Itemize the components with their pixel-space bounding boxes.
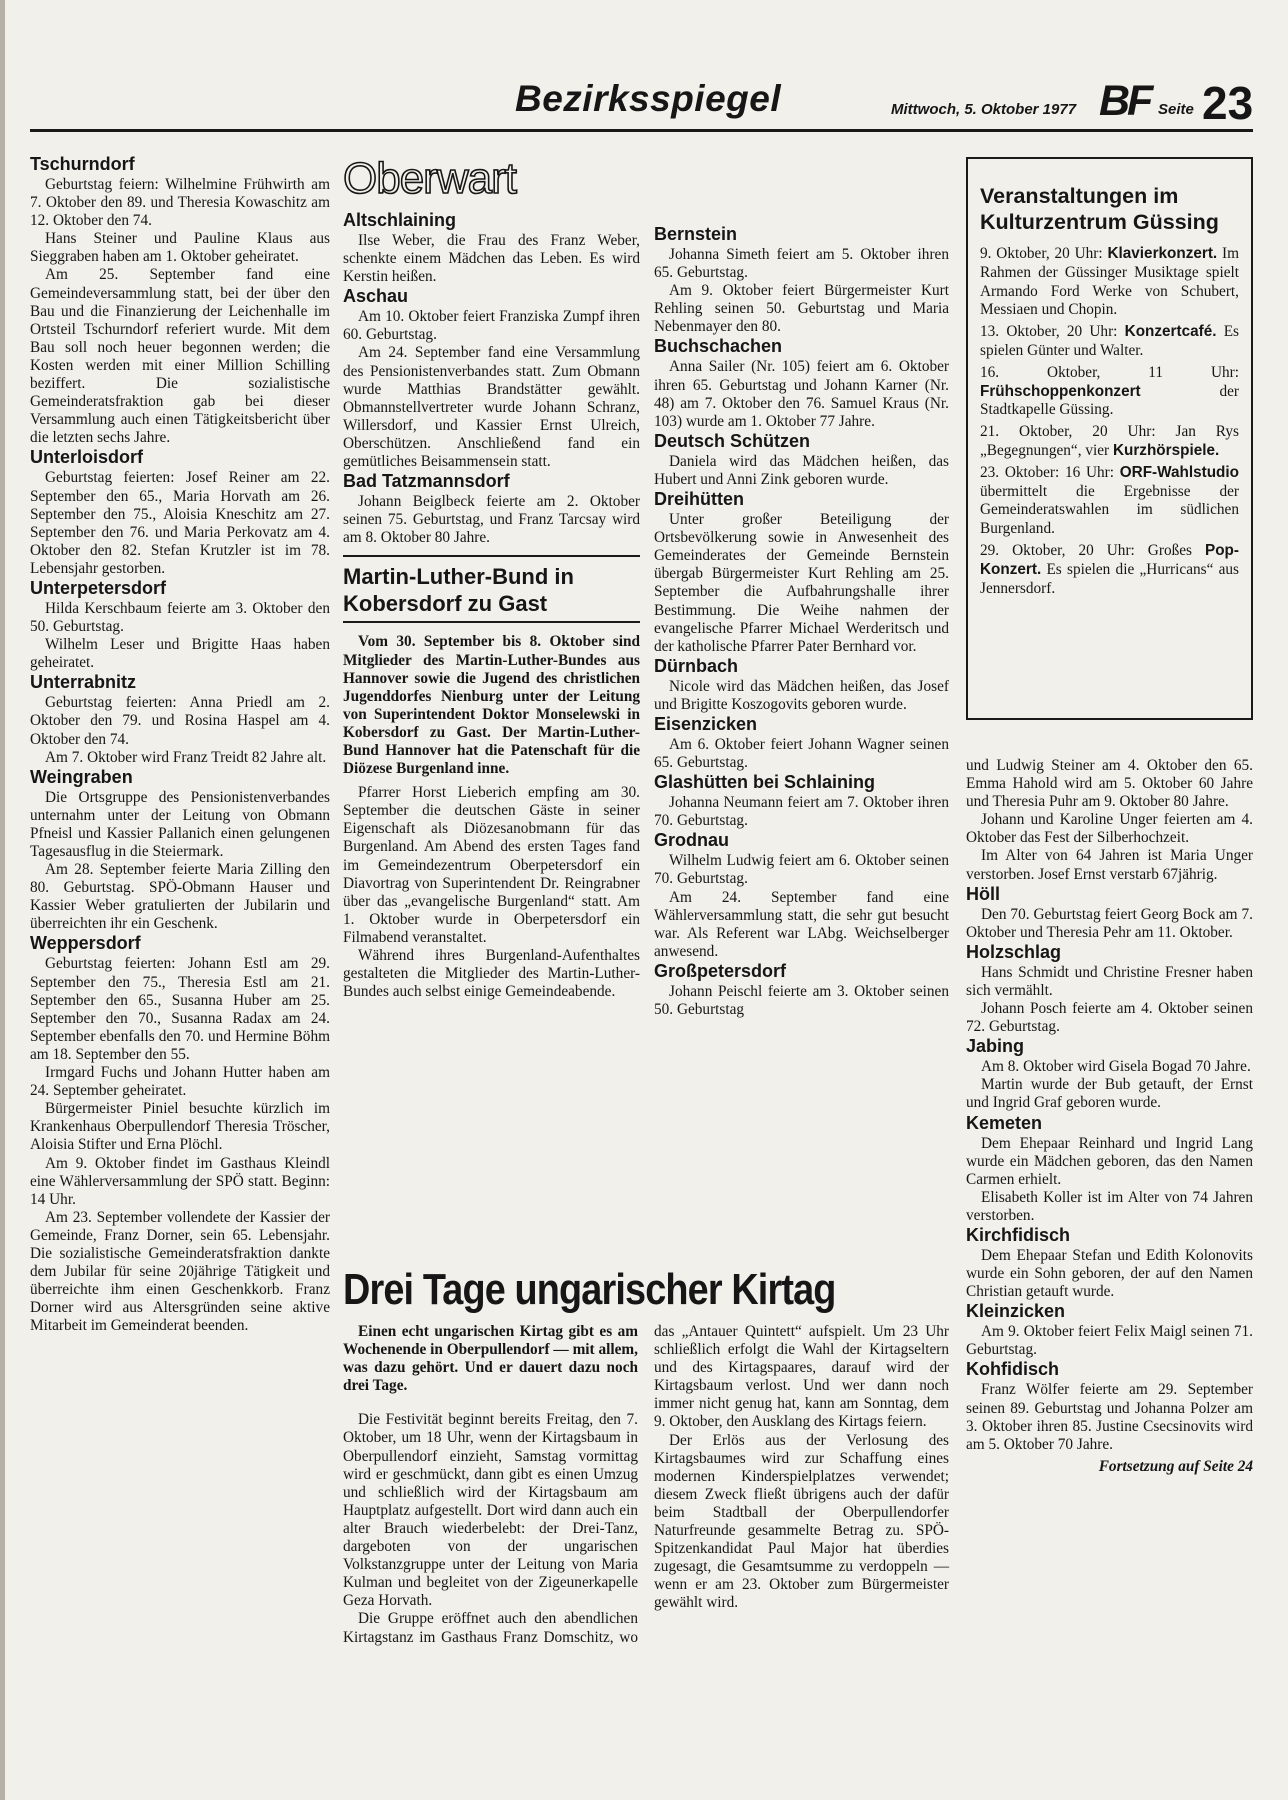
article-paragraph: Johann Posch feierte am 4. Oktober seinen 72. Geburtstag. bbox=[966, 1000, 1253, 1036]
article-paragraph: Johann Peischl feierte am 3. Oktober seinen 50. Geburtstag bbox=[654, 982, 949, 1018]
event-what: Frühschoppenkonzert bbox=[980, 382, 1141, 400]
article-lead: Einen echt ungarischen Kirtag gibt es am Wochenende in Oberpullendorf — mit allem, was dazu gehört. Und er dauert dazu noch drei Tage. bbox=[343, 1323, 638, 1395]
article-paragraph: Den 70. Geburtstag feiert Georg Bock am 7. Oktober und Theresia Pehr am 11. Oktober. bbox=[966, 905, 1253, 941]
article-heading: Großpetersdorf bbox=[654, 960, 787, 981]
article-kleinzicken bbox=[966, 1301, 1253, 1359]
article-paragraph: Bürgermeister Piniel besuchte kürzlich im Krankenhaus Oberpullendorf Theresia Tröscher, Aloisia Stifter und Erna Plöchl. bbox=[30, 1100, 330, 1154]
article-heading: Bad Tatzmannsdorf bbox=[343, 471, 510, 492]
article-headline: Drei Tage ungarischer Kirtag bbox=[343, 1265, 836, 1314]
event-item bbox=[980, 323, 1239, 361]
article-holzschlag bbox=[966, 942, 1253, 1036]
article-paragraph: Am 9. Oktober feiert Felix Maigl seinen 71. Geburtstag. bbox=[966, 1323, 1253, 1359]
article-paragraph: Ilse Weber, die Frau des Franz Weber, schenkte einem Mädchen das Leben. Es wird Kerstin heißen. bbox=[343, 232, 640, 286]
article-heading: Buchschachen bbox=[654, 336, 783, 357]
article-paragraph: Geburtstag feierten: Anna Priedl am 2. Oktober den 79. und Rosina Haspel am 4. Oktober den 74. bbox=[30, 694, 330, 748]
article-heading: Unterrabnitz bbox=[30, 672, 137, 693]
article-headline: Martin-Luther-Bund in Kobersdorf zu Gast bbox=[343, 555, 640, 623]
article-kirchfidisch bbox=[966, 1225, 1253, 1301]
article-paragraph: Franz Wölfer feierte am 29. September seinen 89. Geburtstag und Johanna Polzer am 3. Oktober ihren 85. Justine Csecsinovits wird am 5. Oktober 70 Jahre. bbox=[966, 1381, 1253, 1453]
article-grosspetersdorf bbox=[654, 961, 949, 1019]
article-paragraph: Der Erlös aus der Verlosung des Kirtagsbaumes wird zur Schaffung eines modernen Kinderspielplatzes verwendet; diesem Zweck fließt übrigens auch der dafür beim Stadtball der Oberpullendorfer Naturfreunde gesammelte Betrag zu. SPÖ-Spitzenkandidat Paul Major hat überdies zugesagt, die Gesamtsumme zu verdoppeln — wenn er am 23. Oktober zum Bürgermeister gewählt wird. bbox=[654, 1431, 949, 1612]
event-text: übermittelt die Ergebnisse der Gemeinderatswahlen im südlichen Burgenland. bbox=[980, 482, 1239, 538]
event-what: ORF-Wahlstudio bbox=[1119, 463, 1239, 481]
article-aschau bbox=[343, 286, 640, 471]
article-paragraph: Am 9. Oktober findet im Gasthaus Kleindl eine Wählerversammlung der SPÖ statt. Beginn: 14 Uhr. bbox=[30, 1154, 330, 1208]
article-paragraph: Am 28. September feierte Maria Zilling den 80. Geburtstag. SPÖ-Obmann Hauser und Kassier Weber gratulierten der Jubilarin und überreichten ihr ein Geschenk. bbox=[30, 861, 330, 933]
article-paragraph: Martin wurde der Bub getauft, der Ernst und Ingrid Graf geboren wurde. bbox=[966, 1076, 1253, 1112]
article-martin-luther-bund bbox=[343, 555, 640, 1001]
article-buchschachen bbox=[654, 336, 949, 430]
article-heading: Unterloisdorf bbox=[30, 447, 144, 468]
event-when: 9. Oktober, 20 Uhr: bbox=[980, 245, 1103, 262]
article-paragraph: Die Ortsgruppe des Pensionistenverbandes unternahm unter der Leitung von Obmann Pfneisl und Kassier Pallanich einen gelungenen Tagesausflug in die Steiermark. bbox=[30, 788, 330, 860]
article-paragraph: Dem Ehepaar Stefan und Edith Kolonovits wurde ein Sohn geboren, der auf den Namen Christian getauft wurde. bbox=[966, 1246, 1253, 1301]
article-paragraph: und Ludwig Steiner am 4. Oktober den 65. Emma Hahold wird am 5. Oktober 60 Jahre und Theresia Puhr am 9. Oktober 80 Jahre. bbox=[966, 757, 1253, 811]
article-paragraph: Am 7. Oktober wird Franz Treidt 82 Jahre alt. bbox=[45, 748, 327, 766]
event-what: Pop-Konzert. bbox=[980, 541, 1239, 578]
article-heading: Dreihütten bbox=[654, 489, 744, 510]
event-item bbox=[980, 542, 1239, 598]
article-paragraph: Johanna Simeth feiert am 5. Oktober ihren 65. Geburtstag. bbox=[654, 246, 949, 282]
article-heading: Kohfidisch bbox=[966, 1359, 1059, 1380]
article-heading: Tschurndorf bbox=[30, 154, 135, 174]
newspaper-logo: BF bbox=[1099, 77, 1151, 125]
column-1 bbox=[30, 154, 330, 1335]
article-heading: Dürnbach bbox=[654, 655, 739, 676]
article-paragraph: Am 9. Oktober feiert Bürgermeister Kurt Rehling seinen 50. Geburtstag und Maria Nebenmayer den 80. bbox=[654, 282, 949, 336]
event-when: 23. Oktober: 16 Uhr: bbox=[980, 463, 1115, 481]
article-paragraph: Am 23. September vollendete der Kassier der Gemeinde, Franz Dorner, sein 65. Lebensjahr. Die sozialistische Gemeinderatsfraktion dankte dem Jubilar für seine 20jährige Tätigkeit und überreichte ihm einen Geschenkkorb. Franz Dorner wird aus Altersgründen seine aktive Mitarbeit im Gemeinderat beenden. bbox=[30, 1208, 330, 1335]
event-item bbox=[980, 464, 1239, 539]
article-paragraph: Johanna Neumann feiert am 7. Oktober ihren 70. Geburtstag. bbox=[654, 794, 949, 830]
article-weppersdorf bbox=[30, 933, 330, 1335]
article-paragraph: Im Alter von 64 Jahren ist Maria Unger verstorben. Josef Ernst verstarb 67jährig. bbox=[966, 847, 1253, 883]
events-box bbox=[966, 157, 1253, 720]
article-kemeten bbox=[966, 1113, 1253, 1225]
article-paragraph: Irmgard Fuchs und Johann Hutter haben am 24. September geheiratet. bbox=[30, 1064, 330, 1100]
page-number: 23 bbox=[1202, 77, 1254, 129]
event-when: 16. Oktober, 11 Uhr: bbox=[980, 363, 1239, 381]
article-paragraph: Am 6. Oktober feiert Johann Wagner seinen 65. Geburtstag. bbox=[654, 735, 949, 772]
article-duernbach bbox=[654, 656, 949, 714]
event-text: Es spielen die „Hurricans“ aus Jennersdorf. bbox=[980, 560, 1239, 597]
region-title-oberwart: Oberwart bbox=[343, 154, 516, 203]
article-body bbox=[343, 1323, 949, 1647]
event-item bbox=[980, 364, 1239, 420]
event-what: Klavierkonzert. bbox=[1107, 245, 1218, 262]
article-paragraph: Dem Ehepaar Reinhard und Ingrid Lang wurde ein Mädchen geboren, das den Namen Carmen erhielt. bbox=[966, 1134, 1253, 1188]
event-item bbox=[980, 423, 1239, 461]
article-glashuetten bbox=[654, 772, 949, 830]
page-edge-shadow bbox=[0, 0, 5, 1800]
article-heading: Kemeten bbox=[966, 1112, 1043, 1133]
article-paragraph: Am 24. September fand eine Versammlung des Pensionistenverbandes statt. Zum Obmann wurde Matthias Brandstätter gewählt. Obmannstellvertreter wurde Johann Schranz, Willersdorf, und Kassier Ernst Ulreich, Oberschützen. Anschließend fand ein gemütliches Beisammensein statt. bbox=[343, 344, 640, 471]
article-paragraph: Am 10. Oktober feiert Franziska Zumpf ihren 60. Geburtstag. bbox=[343, 308, 640, 344]
article-paragraph: Am 24. September fand eine Wählerversammlung statt, die sehr gut besucht war. Als Referent war LAbg. Weichselberger anwesend. bbox=[654, 888, 949, 960]
article-paragraph: Die Gruppe eröffnet auch den abendlichen Kirtagstanz im Gasthaus Franz Domschitz, wo das „Antauer Quintett“ aufspielt. Um 23 Uhr schließlich erfolgt die Wahl der Kirtagseltern und des Kirtagspaares, darauf wird der Kirtagsbaum verlost. Und wer dann noch immer nicht genug hat, kann am Sonntag, dem 9. Oktober, den Ausklang des Kirtags feiern. bbox=[343, 1323, 949, 1646]
article-altschlaining bbox=[343, 210, 640, 286]
article-continuation bbox=[966, 757, 1253, 884]
article-heading: Glashütten bei Schlaining bbox=[654, 772, 876, 793]
article-jabing bbox=[966, 1036, 1253, 1112]
article-paragraph: Anna Sailer (Nr. 105) feiert am 6. Oktober ihren 65. Geburtstag und Johann Karner (Nr. 48) am 7. Oktober den 76. Samuel Kraus (Nr. 103) wurde am 1. Oktober 77 Jahre. bbox=[654, 358, 949, 430]
article-paragraph: Wilhelm Ludwig feiert am 6. Oktober seinen 70. Geburtstag. bbox=[654, 852, 949, 888]
column-4 bbox=[966, 757, 1253, 1476]
article-heading: Weingraben bbox=[30, 766, 133, 787]
event-text: der Stadtkapelle Güssing. bbox=[980, 382, 1239, 419]
article-bernstein bbox=[654, 224, 949, 336]
article-paragraph: Nicole wird das Mädchen heißen, das Josef und Brigitte Koszogovits geboren wurde. bbox=[654, 677, 949, 713]
event-text: Im Rahmen der Güssinger Musiktage spielt Armando Ford Werke von Schubert, Messiaen und Chopin. bbox=[980, 245, 1240, 319]
article-heading: Unterpetersdorf bbox=[30, 577, 167, 598]
column-3 bbox=[654, 224, 949, 1019]
article-paragraph: Am 8. Oktober wird Gisela Bogad 70 Jahre. bbox=[981, 1058, 1251, 1076]
article-dreihuetten bbox=[654, 489, 949, 656]
article-paragraph: Wilhelm Leser und Brigitte Haas haben geheiratet. bbox=[30, 636, 330, 672]
article-bad-tatzmannsdorf bbox=[343, 471, 640, 547]
article-unterpetersdorf bbox=[30, 578, 330, 672]
issue-date: Mittwoch, 5. Oktober 1977 bbox=[891, 101, 1077, 118]
article-heading: Deutsch Schützen bbox=[654, 430, 811, 451]
event-text: Es spielen Günter und Walter. bbox=[980, 323, 1239, 359]
article-paragraph: Elisabeth Koller ist im Alter von 74 Jahren verstorben. bbox=[966, 1188, 1253, 1224]
article-heading: Aschau bbox=[343, 286, 409, 307]
article-heading: Höll bbox=[966, 883, 1000, 904]
article-paragraph: Geburtstag feiern: Wilhelmine Frühwirth am 7. Oktober den 89. und Theresia Kowaschitz am 12. Oktober den 74. bbox=[30, 176, 330, 230]
article-heading: Weppersdorf bbox=[30, 933, 141, 954]
article-paragraph: Unter großer Beteiligung der Ortsbevölkerung sowie in Anwesenheit des Gemeinderates der Gemeinde Bernstein übergab Bürgermeister Kurt Rehling am 25. September die Aufbahrungshalle ihrer Bestimmung. Die Weihe nahmen der evangelische Pfarrer Michael Werderitsch und der katholische Pfarrer Pater Bernhard vor. bbox=[654, 511, 949, 655]
section-title: Bezirksspiegel bbox=[515, 78, 782, 119]
article-paragraph: Daniela wird das Mädchen heißen, das Hubert und Anni Zink geboren wurde. bbox=[654, 452, 949, 488]
article-tschurndorf bbox=[30, 154, 330, 447]
article-paragraph: Am 25. September fand eine Gemeindeversammlung statt, bei der über den Bau und die Finanzierung der Leichenhalle im Ortsteil Tschurndorf referiert wurde. Mit dem Bau soll noch heuer begonnen werden; die Kosten werden mit einer Million Schilling beziffert. Die sozialistische Gemeinderatsfraktion gab bei dieser Versammlung auch einen Tätigkeitsbericht über die letzten sechs Jahre. bbox=[30, 266, 330, 447]
article-heading: Bernstein bbox=[654, 224, 738, 244]
page-label: Seite bbox=[1158, 101, 1194, 118]
article-paragraph: Geburtstag feierten: Josef Reiner am 22. September den 65., Maria Horvath am 26. September den 75., Aloisia Kneschitz am 27. September den 76. und Maria Perkovatz am 4. Oktober den 82. Stefan Krutzler ist im 78. Lebensjahr gestorben. bbox=[30, 469, 330, 577]
article-heading: Kleinzicken bbox=[966, 1301, 1066, 1322]
article-unterrabnitz bbox=[30, 672, 330, 766]
event-when: 21. Oktober, 20 Uhr: Jan Rys „Begegnungen“, vier bbox=[980, 423, 1239, 459]
article-heading: Holzschlag bbox=[966, 941, 1062, 962]
article-unterloisdorf bbox=[30, 447, 330, 578]
article-paragraph: Hans Steiner und Pauline Klaus aus Sieggraben haben am 1. Oktober geheiratet. bbox=[30, 230, 330, 266]
continued-link[interactable]: Fortsetzung auf Seite 24 bbox=[1098, 1457, 1253, 1475]
article-paragraph: Hilda Kerschbaum feierte am 3. Oktober den 50. Geburtstag. bbox=[30, 599, 330, 636]
article-hoell bbox=[966, 884, 1253, 942]
masthead-rule bbox=[30, 129, 1253, 132]
article-grodnau bbox=[654, 830, 949, 961]
article-paragraph: Während ihres Burgenland-Aufenthaltes gestalteten die Mitglieder des Martin-Luther-Bundes auch selbst einige Gemeindeabende. bbox=[343, 947, 640, 1001]
events-box-title: Veranstaltungen im Kulturzentrum Güssing bbox=[980, 184, 1219, 234]
article-kohfidisch bbox=[966, 1359, 1253, 1453]
event-item bbox=[980, 245, 1239, 320]
article-paragraph: Die Festivität beginnt bereits Freitag, den 7. Oktober, um 18 Uhr, wenn der Kirtagsbaum in Oberpullendorf einzieht, Samstag vormittag wird er geschmückt, dann gibt es einen Umzug und schließlich wird der Kirtagsbaum am Hauptplatz aufgestellt. Dort wird dann auch ein alter Brauch wiederbelebt: der Drei-Tanz, dargeboten von der ungarischen Volkstanzgruppe unter der Leitung von Maria Kulman und begleitet von der Zigeunerkapelle Geza Horvath. bbox=[343, 1411, 638, 1610]
event-what: Kurzhörspiele. bbox=[1112, 441, 1220, 459]
article-paragraph: Pfarrer Horst Lieberich empfing am 30. September die deutschen Gäste in seiner Eigenschaft als Diözesanobmann für das Burgenland. Am Abend des ersten Tages fand im Gemeindezentrum Oberpetersdorf ein Diavortrag von Superintendent Dr. Reingrabner über das „evangelische Burgenland“ statt. Am 1. Oktober wurde in Oberpetersdorf ein Filmabend veranstaltet. bbox=[343, 784, 640, 946]
article-heading: Kirchfidisch bbox=[966, 1224, 1071, 1245]
article-lead: Vom 30. September bis 8. Oktober sind Mitglieder des Martin-Luther-Bundes aus Hannover sowie die Jugend des christlichen Jugenddorfes Nienburg unter der Leitung von Superintendent Doktor Monselewski in Kobersdorf zu Gast. Der Martin-Luther-Bund Hannover hat die Patenschaft für die Diözese Burgenland inne. bbox=[343, 633, 640, 778]
article-heading: Eisenzicken bbox=[654, 713, 758, 734]
article-paragraph: Hans Schmidt und Christine Fresner haben sich vermählt. bbox=[966, 963, 1253, 999]
article-kirtag bbox=[343, 1265, 949, 1765]
article-paragraph: Johann Beiglbeck feierte am 2. Oktober seinen 75. Geburtstag, und Franz Tarcsay wird am 8. Oktober 80 Jahre. bbox=[343, 493, 640, 547]
event-what: Konzertcafé. bbox=[1124, 323, 1217, 341]
column-2 bbox=[343, 154, 640, 1001]
event-when: 29. Oktober, 20 Uhr: Großes bbox=[980, 541, 1192, 559]
article-weingraben bbox=[30, 767, 330, 934]
article-heading: Grodnau bbox=[654, 830, 729, 851]
article-heading: Jabing bbox=[966, 1036, 1025, 1057]
article-paragraph: Geburtstag feierten: Johann Estl am 29. September den 75., Theresia Estl am 21. September den 65., Susanna Huber am 25. September den 70., Susanna Radax am 24. September ebenfalls den 70. und Hermine Böhm am 18. September den 55. bbox=[30, 955, 330, 1063]
event-when: 13. Oktober, 20 Uhr: bbox=[980, 323, 1118, 341]
article-paragraph: Johann und Karoline Unger feierten am 4. Oktober das Fest der Silberhochzeit. bbox=[966, 811, 1253, 847]
article-deutsch-schuetzen bbox=[654, 431, 949, 489]
article-eisenzicken bbox=[654, 714, 949, 772]
masthead bbox=[30, 74, 1253, 132]
article-heading: Altschlaining bbox=[343, 210, 457, 230]
